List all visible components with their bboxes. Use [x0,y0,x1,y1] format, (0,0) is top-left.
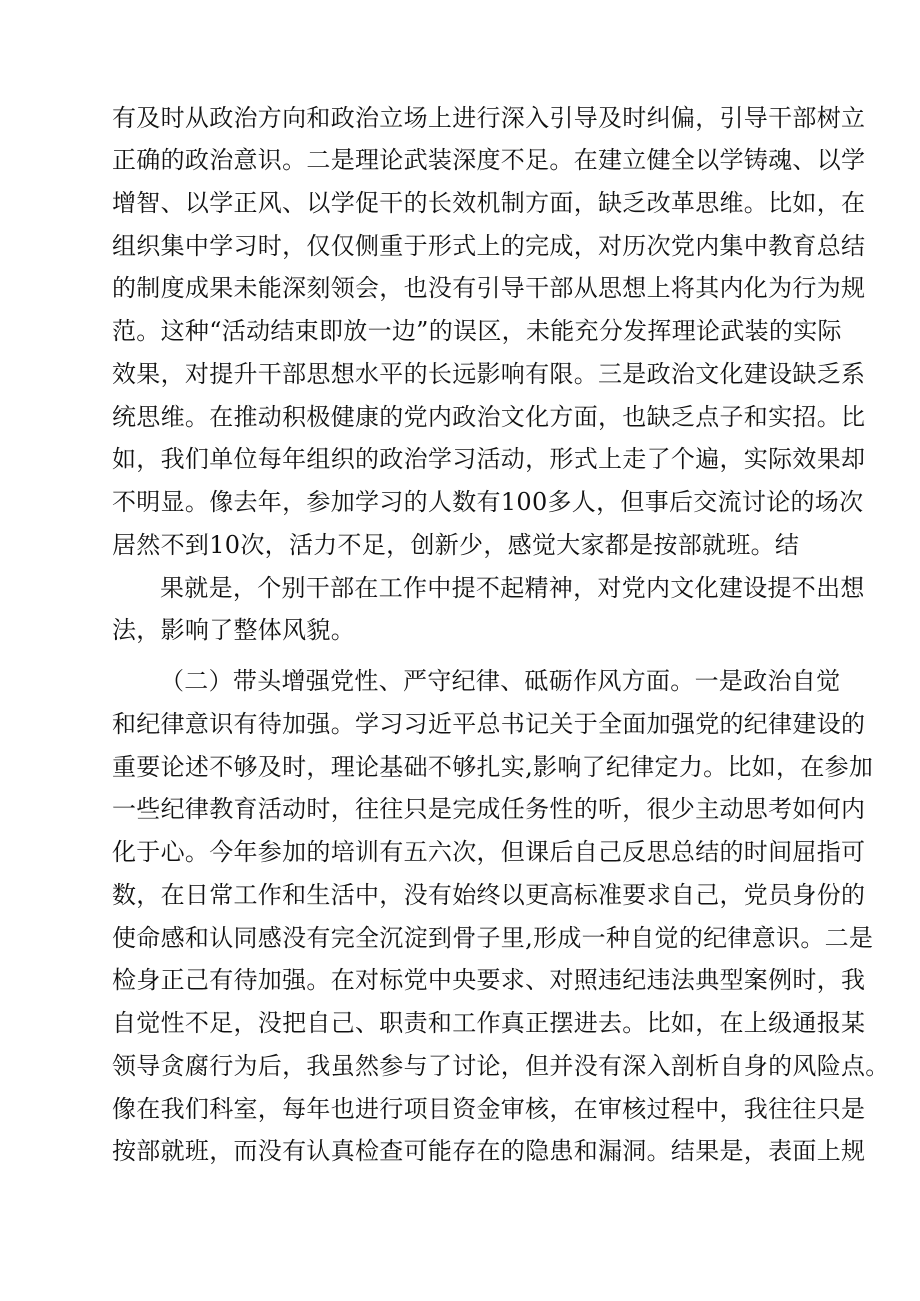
text-line: 果就是，个别干部在工作中提不起精神，对党内文化建设提不出想 [160,574,865,602]
text-line: 效果，对提升干部思想水平的长远影响有限。三是政治文化建设缺乏系 [112,360,866,388]
section-heading-line: （二）带头增强党性、严守纪律、砥砺作风方面。一是政治自觉 [160,667,841,695]
text-line: 和纪律意识有待加强。学习习近平总书记关于全面加强党的纪律建设的 [112,710,866,738]
text-line: 居然不到10次，活力不足，创新少，感觉大家都是按部就班。结 [112,531,800,559]
text-line: 的制度成果未能深刻领会，也没有引导干部从思想上将其内化为行为规 [112,274,866,302]
text-line: 有及时从政治方向和政治立场上进行深入引导及时纠偏，引导干部树立 [112,104,866,132]
text-line: 正确的政治意识。二是理论武装深度不足。在建立健全以学铸魂、以学 [112,146,866,174]
text-line: 统思维。在推动积极健康的党内政治文化方面，也缺乏点子和实招。比 [112,403,866,431]
text-line: 使命感和认同感没有完全沉淀到骨子里,形成一种自觉的纪律意识。二是 [112,924,874,952]
text-line: 检身正己有待加强。在对标党中央要求、对照违纪违法典型案例时，我 [112,966,866,994]
text-line: 像在我们科室，每年也进行项目资金审核，在审核过程中，我往往只是 [112,1095,866,1123]
text-line: 自觉性不足，没把自己、职责和工作真正摆进去。比如，在上级通报某 [112,1009,866,1037]
text-line: 领导贪腐行为后，我虽然参与了讨论，但并没有深入剖析自身的风险点。 [112,1052,890,1080]
text-line: 数，在日常工作和生活中，没有始终以更高标准要求自己，党员身份的 [112,881,866,909]
text-line: 化于心。今年参加的培训有五六次，但课后自己反思总结的时间屈指可 [112,838,866,866]
text-line: 法，影响了整体风貌。 [112,616,355,644]
text-line: 不明显。像去年，参加学习的人数有100多人，但事后交流讨论的场次 [112,488,864,516]
text-line: 组织集中学习时，仅仅侧重于形式上的完成，对历次党内集中教育总结 [112,232,866,260]
text-line: 一些纪律教育活动时，往往只是完成任务性的听，很少主动思考如何内 [112,795,866,823]
text-line: 重要论述不够及时，理论基础不够扎实,影响了纪律定力。比如，在参加 [112,753,874,781]
text-line: 如，我们单位每年组织的政治学习活动，形式上走了个遍，实际效果却 [112,445,866,473]
text-line: 按部就班，而没有认真检查可能存在的隐患和漏洞。结果是，表面上规 [112,1137,866,1165]
text-line: 范。这种“活动结束即放一边”的误区，未能充分发挥理论武装的实际 [112,317,842,345]
text-line: 增智、以学正风、以学促干的长效机制方面，缺乏改革思维。比如，在 [112,189,866,217]
